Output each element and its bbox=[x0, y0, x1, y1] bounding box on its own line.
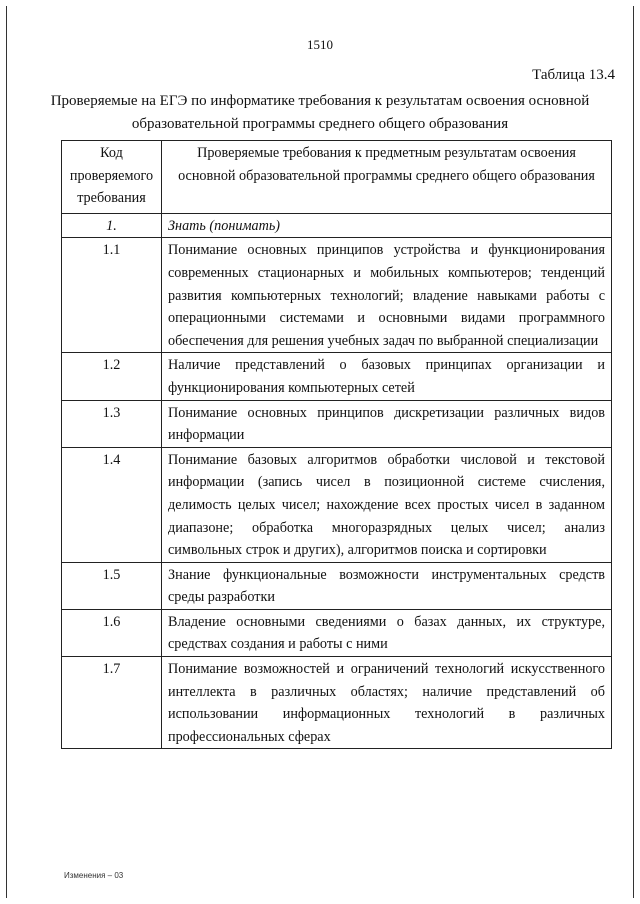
table-row bbox=[62, 657, 612, 749]
requirement-code: 1.5 bbox=[62, 562, 162, 609]
header-code: Код проверяемого требования bbox=[62, 141, 162, 214]
requirement-text: Понимание основных принципов дискретизации различных видов информации bbox=[162, 400, 612, 447]
requirement-code: 1.7 bbox=[62, 657, 162, 749]
table-row bbox=[62, 400, 612, 447]
requirement-code: 1.4 bbox=[62, 447, 162, 562]
requirement-code: 1. bbox=[62, 213, 162, 238]
requirement-text: Владение основными сведениями о базах данных, их структуре, средствах создания и работы с ними bbox=[162, 609, 612, 656]
requirement-text: Понимание базовых алгоритмов обработки числовой и текстовой информации (запись чисел в позиционной системе счисления, делимость целых чисел; нахождение всех простых чисел в заданном диапазоне; обработка многоразрядных целых чисел; анализ символьных строк и других), алгоритмов поиска и сортировки bbox=[162, 447, 612, 562]
table-row bbox=[62, 609, 612, 656]
title-line: образовательной программы среднего общего образования bbox=[131, 116, 509, 132]
requirements-table bbox=[61, 140, 612, 749]
requirement-text: Понимание возможностей и ограничений технологий искусственного интеллекта в различных областях; наличие представлений об использовании информационных технологий в различных профессиональных сферах bbox=[162, 657, 612, 749]
table-row bbox=[62, 562, 612, 609]
table-row bbox=[62, 238, 612, 353]
table-row bbox=[62, 353, 612, 400]
header-requirement: Проверяемые требования к предметным результатам освоения основной образовательной программы среднего общего образования bbox=[162, 141, 612, 214]
requirement-code: 1.2 bbox=[62, 353, 162, 400]
title-line: Проверяемые на ЕГЭ по информатике требования к результатам освоения основной bbox=[50, 93, 590, 109]
requirement-text: Наличие представлений о базовых принципах организации и функционирования компьютерных сетей bbox=[162, 353, 612, 400]
document-title bbox=[20, 90, 620, 136]
requirement-code: 1.6 bbox=[62, 609, 162, 656]
page-number: 1510 bbox=[307, 37, 333, 52]
requirement-text: Знание функциональные возможности инструментальных средств среды разработки bbox=[162, 562, 612, 609]
table-row bbox=[62, 447, 612, 562]
footer-note: Изменения – 03 bbox=[64, 871, 124, 880]
table-label: Таблица 13.4 bbox=[532, 67, 615, 83]
requirement-text: Знать (понимать) bbox=[162, 213, 612, 238]
table-header-row bbox=[62, 141, 612, 214]
requirement-code: 1.1 bbox=[62, 238, 162, 353]
table-row bbox=[62, 213, 612, 238]
requirement-text: Понимание основных принципов устройства и функционирования современных стационарных и мобильных компьютеров; тенденций развития компьютерных технологий; владение навыками работы с операционными системами и основными видами программного обеспечения для решения учебных задач по выбранной специализации bbox=[162, 238, 612, 353]
requirement-code: 1.3 bbox=[62, 400, 162, 447]
table-body bbox=[62, 213, 612, 749]
